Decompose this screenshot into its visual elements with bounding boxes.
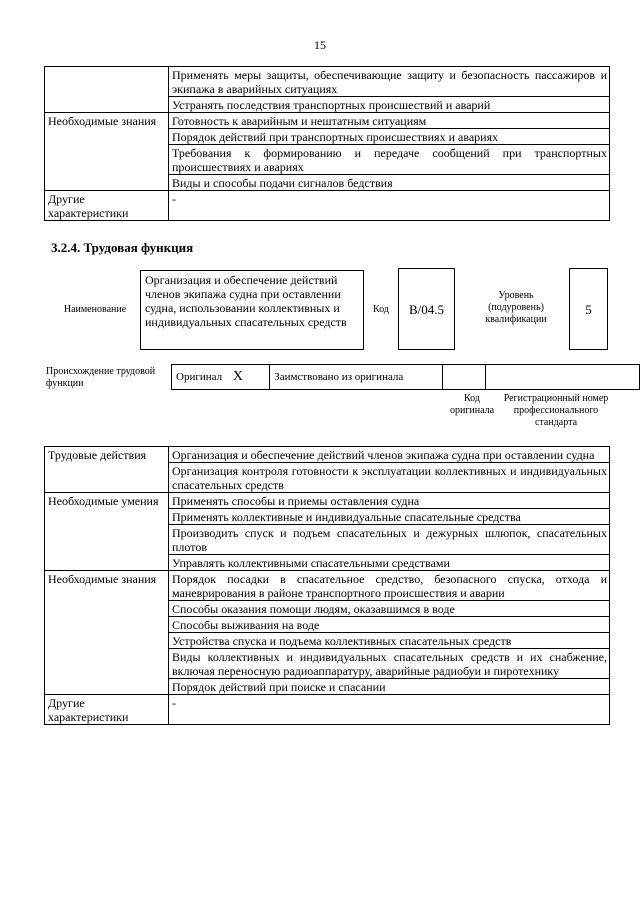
row-text: Требования к формированию и передаче сообщений при транспортных происшествиях и авариях xyxy=(169,145,610,175)
reg-caption: Регистрационный номер профессионального стандарта xyxy=(503,393,609,428)
row-text: Готовность к аварийным и нештатным ситуациям xyxy=(169,113,610,129)
row-text: Устройства спуска и подъема коллективных спасательных средств xyxy=(169,633,610,649)
table-row xyxy=(45,695,610,725)
table-row xyxy=(45,493,610,509)
row-label: Необходимые знания xyxy=(45,113,169,191)
row-text: - xyxy=(169,695,610,725)
row-text: Производить спуск и подъем спасательных и дежурных шлюпок, спасательных плотов xyxy=(169,525,610,555)
row-text: Виды и способы подачи сигналов бедствия xyxy=(169,175,610,191)
code-label: Код xyxy=(373,304,389,315)
group-label: Другие характеристики xyxy=(45,695,169,725)
row-text: Организация контроля готовности к эксплуатации коллективных и индивидуальных спасательных средств xyxy=(169,463,610,493)
level-label: Уровень (подуровень) квалификации xyxy=(485,290,547,325)
row-text: Порядок посадки в спасательное средство, безопасного спуска, отхода и маневрирования в районе транспортного происшествия и аварии xyxy=(169,571,610,601)
table-row xyxy=(45,67,610,97)
competency-table-continued xyxy=(44,66,610,221)
original-cell xyxy=(172,365,270,390)
name-label: Наименование xyxy=(63,304,127,315)
row-text: Применять способы и приемы оставления судна xyxy=(169,493,610,509)
row-text: Устранять последствия транспортных происшествий и аварий xyxy=(169,97,610,113)
row-text: Организация и обеспечение действий членов экипажа судна при оставлении судна xyxy=(169,447,610,463)
table-row xyxy=(45,113,610,129)
borrowed-cell: Заимствовано из оригинала xyxy=(270,365,443,390)
original-mark: X xyxy=(232,369,243,384)
origin-label: Происхождение трудовой функции xyxy=(46,366,156,389)
level-value-box: 5 xyxy=(569,268,608,350)
table-row xyxy=(45,571,610,601)
origin-reg-cell xyxy=(485,365,639,390)
page-number: 15 xyxy=(314,38,326,52)
row-text: Способы оказания помощи людям, оказавшимся в воде xyxy=(169,601,610,617)
origin-table xyxy=(171,364,640,390)
row-label xyxy=(45,67,169,113)
table-row xyxy=(45,447,610,463)
group-label: Необходимые знания xyxy=(45,571,169,695)
competency-table xyxy=(44,446,610,725)
group-label: Необходимые умения xyxy=(45,493,169,571)
row-text: Управлять коллективными спасательными средствами xyxy=(169,555,610,571)
origin-code-cell xyxy=(443,365,485,390)
row-text: Применять меры защиты, обеспечивающие защиту и безопасность пассажиров и экипажа в аварийных ситуациях xyxy=(169,67,610,97)
group-label: Трудовые действия xyxy=(45,447,169,493)
row-text: - xyxy=(169,191,610,221)
original-label: Оригинал xyxy=(176,371,223,383)
row-text: Применять коллективные и индивидуальные спасательные средства xyxy=(169,509,610,525)
section-title: 3.2.4. Трудовая функция xyxy=(51,240,194,255)
row-text: Способы выживания на воде xyxy=(169,617,610,633)
row-text: Порядок действий при поиске и спасании xyxy=(169,679,610,695)
code-value-box: B/04.5 xyxy=(398,268,455,350)
code-caption: Код оригинала xyxy=(449,393,495,416)
row-label: Другие характеристики xyxy=(45,191,169,221)
row-text: Виды коллективных и индивидуальных спасательных средств и их снабжение, включая переносную радиоаппаратуру, аварийные радиобуи и пиротехнику xyxy=(169,649,610,679)
table-row xyxy=(45,191,610,221)
function-name-box: Организация и обеспечение действий членов экипажа судна при оставлении судна, использовании коллективных и индивидуальных спасательных средств xyxy=(140,270,364,350)
row-text: Порядок действий при транспортных происшествиях и авариях xyxy=(169,129,610,145)
